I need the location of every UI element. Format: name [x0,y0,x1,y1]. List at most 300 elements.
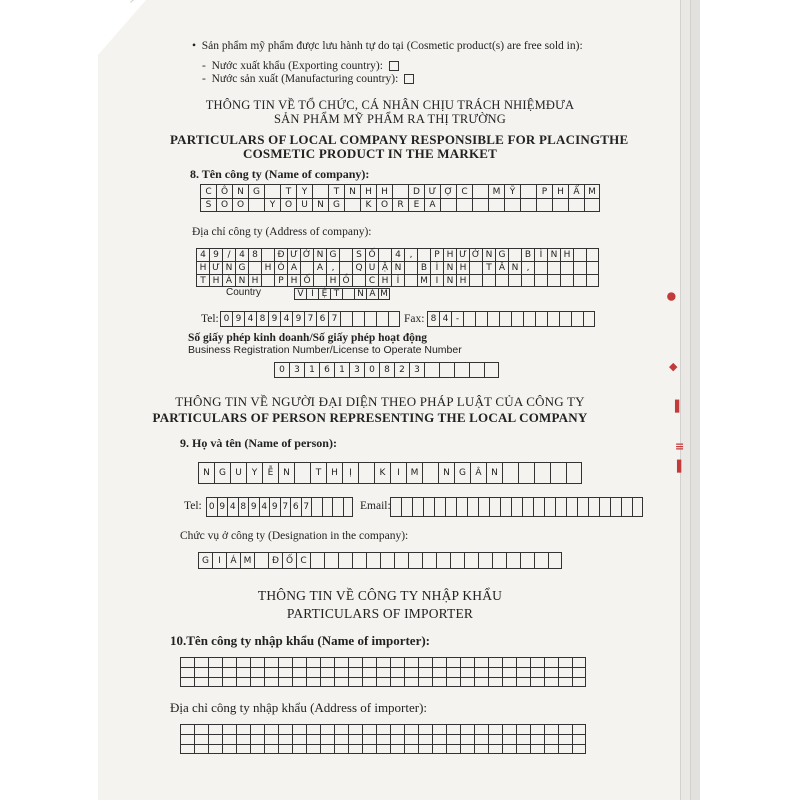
grid-cell[interactable]: B [417,261,430,274]
grid-cell[interactable] [248,261,261,274]
grid-cell[interactable] [548,552,562,569]
grid-cell[interactable] [584,198,600,212]
grid-cell[interactable] [571,311,583,327]
grid-cell[interactable]: H [560,248,573,261]
grid-cell[interactable] [324,552,338,569]
grid-cell[interactable]: N [222,261,235,274]
grid-cell[interactable] [311,497,322,517]
fax-grid[interactable] [427,311,595,327]
grid-cell[interactable] [560,261,573,274]
grid-cell[interactable] [530,744,544,754]
grid-cell[interactable]: 4 [391,248,404,261]
grid-cell[interactable]: À [222,274,235,287]
grid-cell[interactable] [502,657,516,667]
grid-cell[interactable]: 3 [409,362,424,378]
grid-cell[interactable] [254,552,268,569]
grid-cell[interactable] [392,184,408,198]
grid-cell[interactable] [558,667,572,677]
grid-cell[interactable]: Ệ [318,288,330,300]
grid-cell[interactable] [440,198,456,212]
grid-cell[interactable]: N [198,462,214,484]
grid-cell[interactable]: N [312,198,328,212]
grid-cell[interactable]: / [222,248,235,261]
grid-cell[interactable]: C [365,274,378,287]
grid-cell[interactable]: C [200,184,216,198]
grid-cell[interactable]: H [261,261,274,274]
grid-cell[interactable] [558,744,572,754]
grid-cell[interactable]: Ố [365,248,378,261]
grid-cell[interactable] [362,677,376,687]
grid-cell[interactable] [536,198,552,212]
grid-cell[interactable] [456,497,467,517]
grid-cell[interactable] [418,744,432,754]
grid-cell[interactable] [516,667,530,677]
grid-cell[interactable] [194,734,208,744]
grid-cell[interactable]: Ư [287,248,300,261]
grid-cell[interactable] [338,552,352,569]
grid-cell[interactable]: 8 [379,362,394,378]
grid-cell[interactable] [516,677,530,687]
grid-cell[interactable]: I [306,288,318,300]
grid-cell[interactable]: 0 [364,362,379,378]
grid-cell[interactable] [250,734,264,744]
grid-cell[interactable] [343,497,354,517]
grid-cell[interactable]: P [536,184,552,198]
grid-cell[interactable] [434,497,445,517]
grid-cell[interactable] [544,734,558,744]
grid-cell[interactable] [264,724,278,734]
grid-cell[interactable] [436,552,450,569]
grid-cell[interactable]: H [376,184,392,198]
grid-cell[interactable] [463,311,475,327]
grid-cell[interactable] [460,677,474,687]
grid-cell[interactable] [306,734,320,744]
grid-cell[interactable] [530,667,544,677]
grid-cell[interactable]: Ẩ [568,184,584,198]
grid-cell[interactable]: H [378,274,391,287]
grid-cell[interactable]: 6 [316,311,328,327]
grid-cell[interactable] [558,724,572,734]
grid-cell[interactable] [508,274,521,287]
grid-cell[interactable]: 1 [304,362,319,378]
grid-cell[interactable] [417,248,430,261]
grid-cell[interactable]: Ì [534,248,547,261]
grid-cell[interactable] [432,677,446,687]
grid-cell[interactable] [424,362,439,378]
company-name-grid[interactable] [200,184,600,212]
grid-cell[interactable] [516,744,530,754]
grid-cell[interactable]: O [280,198,296,212]
grid-cell[interactable]: I [390,462,406,484]
grid-cell[interactable] [488,677,502,687]
grid-cell[interactable] [432,734,446,744]
grid-cell[interactable] [446,657,460,667]
grid-cell[interactable] [376,724,390,734]
grid-cell[interactable]: 9 [248,497,259,517]
grid-cell[interactable] [194,744,208,754]
grid-cell[interactable]: N [235,274,248,287]
grid-cell[interactable] [404,274,417,287]
grid-cell[interactable] [278,657,292,667]
grid-cell[interactable]: Ố [300,274,313,287]
grid-cell[interactable] [312,184,328,198]
grid-cell[interactable]: Í [391,274,404,287]
grid-cell[interactable] [194,657,208,667]
grid-cell[interactable] [520,198,536,212]
grid-cell[interactable] [534,552,548,569]
grid-cell[interactable] [446,667,460,677]
grid-cell[interactable] [278,724,292,734]
grid-cell[interactable]: 7 [304,311,316,327]
grid-cell[interactable]: 4 [235,248,248,261]
grid-cell[interactable] [502,462,518,484]
grid-cell[interactable] [422,552,436,569]
grid-cell[interactable]: 0 [274,362,289,378]
grid-cell[interactable] [500,497,511,517]
grid-cell[interactable]: Ư [424,184,440,198]
grid-cell[interactable]: M [406,462,422,484]
grid-cell[interactable] [250,744,264,754]
grid-cell[interactable]: N [486,462,502,484]
grid-cell[interactable] [362,734,376,744]
grid-cell[interactable] [586,261,599,274]
grid-cell[interactable]: Ư [209,261,222,274]
grid-cell[interactable] [588,497,599,517]
grid-cell[interactable] [362,657,376,667]
grid-cell[interactable] [487,311,499,327]
grid-cell[interactable] [572,677,586,687]
grid-cell[interactable] [568,198,584,212]
grid-cell[interactable] [432,657,446,667]
grid-cell[interactable]: 4 [439,311,451,327]
grid-cell[interactable] [547,261,560,274]
grid-cell[interactable]: M [488,184,504,198]
grid-cell[interactable]: 4 [259,497,270,517]
grid-cell[interactable] [572,744,586,754]
grid-cell[interactable] [432,724,446,734]
grid-cell[interactable]: 9 [232,311,244,327]
grid-cell[interactable] [362,744,376,754]
grid-cell[interactable] [222,677,236,687]
grid-cell[interactable] [404,677,418,687]
grid-cell[interactable] [456,198,472,212]
grid-cell[interactable] [450,552,464,569]
grid-cell[interactable] [632,497,643,517]
grid-cell[interactable]: 8 [238,497,249,517]
grid-cell[interactable] [306,724,320,734]
grid-cell[interactable] [482,274,495,287]
grid-cell[interactable] [544,677,558,687]
grid-cell[interactable] [222,724,236,734]
grid-cell[interactable] [544,667,558,677]
grid-cell[interactable]: C [456,184,472,198]
grid-cell[interactable] [418,724,432,734]
grid-cell[interactable] [558,677,572,687]
grid-cell[interactable]: Ợ [440,184,456,198]
grid-cell[interactable]: T [196,274,209,287]
grid-cell[interactable] [376,311,388,327]
grid-cell[interactable] [376,677,390,687]
grid-cell[interactable] [236,744,250,754]
grid-cell[interactable] [248,198,264,212]
grid-cell[interactable]: B [521,248,534,261]
grid-cell[interactable] [362,724,376,734]
grid-cell[interactable] [408,552,422,569]
grid-cell[interactable] [404,744,418,754]
grid-cell[interactable] [404,657,418,667]
grid-cell[interactable] [390,734,404,744]
grid-cell[interactable] [492,552,506,569]
grid-cell[interactable]: 7 [301,497,312,517]
grid-cell[interactable] [572,657,586,667]
grid-cell[interactable]: 0 [206,497,217,517]
grid-cell[interactable]: 9 [269,497,280,517]
grid-cell[interactable]: A [424,198,440,212]
grid-cell[interactable]: - [451,311,463,327]
grid-cell[interactable]: H [360,184,376,198]
grid-cell[interactable]: Â [470,462,486,484]
grid-cell[interactable]: Đ [268,552,282,569]
grid-cell[interactable] [460,667,474,677]
grid-cell[interactable]: Ư [456,248,469,261]
grid-cell[interactable] [278,744,292,754]
grid-cell[interactable] [506,552,520,569]
grid-cell[interactable]: G [454,462,470,484]
grid-cell[interactable] [502,734,516,744]
grid-cell[interactable] [572,724,586,734]
grid-cell[interactable] [320,734,334,744]
grid-cell[interactable] [534,274,547,287]
grid-cell[interactable] [390,677,404,687]
grid-cell[interactable] [236,734,250,744]
grid-cell[interactable] [488,198,504,212]
grid-cell[interactable] [294,462,310,484]
grid-cell[interactable] [460,734,474,744]
grid-cell[interactable] [488,667,502,677]
grid-cell[interactable] [418,734,432,744]
grid-cell[interactable] [344,198,360,212]
grid-cell[interactable] [376,667,390,677]
grid-cell[interactable] [488,744,502,754]
grid-cell[interactable]: Ậ [378,261,391,274]
grid-cell[interactable] [460,657,474,667]
grid-cell[interactable] [292,734,306,744]
grid-cell[interactable]: 4 [196,248,209,261]
grid-cell[interactable]: N [278,462,294,484]
grid-cell[interactable] [352,274,365,287]
grid-cell[interactable] [208,667,222,677]
grid-cell[interactable]: 1 [334,362,349,378]
grid-cell[interactable]: S [352,248,365,261]
grid-cell[interactable] [535,311,547,327]
grid-cell[interactable] [560,274,573,287]
grid-cell[interactable]: Á [226,552,240,569]
grid-cell[interactable]: N [443,261,456,274]
grid-cell[interactable] [348,734,362,744]
grid-cell[interactable]: 4 [244,311,256,327]
grid-cell[interactable] [313,274,326,287]
grid-cell[interactable] [520,184,536,198]
grid-cell[interactable] [530,677,544,687]
grid-cell[interactable]: U [365,261,378,274]
grid-cell[interactable] [610,497,621,517]
grid-cell[interactable] [550,462,566,484]
grid-cell[interactable]: A [313,261,326,274]
grid-cell[interactable]: M [417,274,430,287]
grid-cell[interactable] [577,497,588,517]
grid-cell[interactable] [334,744,348,754]
company-address-grid[interactable] [196,248,599,287]
grid-cell[interactable] [544,744,558,754]
grid-cell[interactable] [544,657,558,667]
grid-cell[interactable] [292,724,306,734]
grid-cell[interactable] [502,724,516,734]
grid-cell[interactable]: Â [495,261,508,274]
grid-cell[interactable] [376,744,390,754]
grid-cell[interactable] [446,724,460,734]
grid-cell[interactable] [460,724,474,734]
grid-cell[interactable] [474,744,488,754]
grid-cell[interactable]: Y [264,198,280,212]
grid-cell[interactable]: G [495,248,508,261]
grid-cell[interactable] [358,462,374,484]
grid-cell[interactable] [534,261,547,274]
grid-cell[interactable] [423,497,434,517]
designation-grid[interactable] [198,552,562,569]
grid-cell[interactable] [572,734,586,744]
grid-cell[interactable] [292,677,306,687]
grid-cell[interactable] [558,734,572,744]
grid-cell[interactable] [439,362,454,378]
grid-cell[interactable]: H [456,261,469,274]
grid-cell[interactable] [208,724,222,734]
grid-cell[interactable] [292,667,306,677]
grid-cell[interactable]: G [235,261,248,274]
grid-cell[interactable]: H [456,274,469,287]
grid-cell[interactable] [454,362,469,378]
grid-cell[interactable] [572,667,586,677]
grid-cell[interactable]: N [313,248,326,261]
grid-cell[interactable] [559,311,571,327]
grid-cell[interactable] [566,462,582,484]
grid-cell[interactable]: Y [246,462,262,484]
grid-cell[interactable] [621,497,632,517]
grid-cell[interactable]: Ố [282,552,296,569]
grid-cell[interactable]: G [328,198,344,212]
grid-cell[interactable] [502,744,516,754]
grid-cell[interactable] [388,311,400,327]
grid-cell[interactable] [404,724,418,734]
grid-cell[interactable]: H [209,274,222,287]
grid-cell[interactable]: U [230,462,246,484]
grid-cell[interactable]: 8 [427,311,439,327]
grid-cell[interactable] [475,311,487,327]
grid-cell[interactable] [348,677,362,687]
grid-cell[interactable] [516,657,530,667]
grid-cell[interactable] [478,497,489,517]
grid-cell[interactable] [378,248,391,261]
grid-cell[interactable] [376,657,390,667]
grid-cell[interactable] [278,677,292,687]
grid-cell[interactable]: Q [352,261,365,274]
grid-cell[interactable] [264,734,278,744]
license-grid[interactable] [274,362,499,378]
grid-cell[interactable] [264,184,280,198]
grid-cell[interactable]: Ễ [262,462,278,484]
grid-cell[interactable] [261,274,274,287]
grid-cell[interactable] [573,248,586,261]
grid-cell[interactable]: K [374,462,390,484]
grid-cell[interactable] [521,274,534,287]
grid-cell[interactable]: Ò [274,261,287,274]
grid-cell[interactable] [472,198,488,212]
grid-cell[interactable] [390,744,404,754]
grid-cell[interactable] [334,724,348,734]
grid-cell[interactable]: M [240,552,254,569]
grid-cell[interactable]: I [212,552,226,569]
grid-cell[interactable] [478,552,492,569]
grid-cell[interactable]: O [232,198,248,212]
grid-cell[interactable]: Ỹ [504,184,520,198]
grid-cell[interactable] [278,667,292,677]
grid-cell[interactable] [555,497,566,517]
grid-cell[interactable] [194,677,208,687]
grid-cell[interactable] [404,734,418,744]
grid-cell[interactable] [474,677,488,687]
grid-cell[interactable] [250,724,264,734]
grid-cell[interactable] [474,734,488,744]
grid-cell[interactable]: 4 [227,497,238,517]
grid-cell[interactable] [320,744,334,754]
grid-cell[interactable]: G [326,248,339,261]
grid-cell[interactable]: T [310,462,326,484]
grid-cell[interactable] [334,734,348,744]
grid-cell[interactable] [516,724,530,734]
grid-cell[interactable]: G [198,552,212,569]
grid-cell[interactable] [292,744,306,754]
grid-cell[interactable]: N [344,184,360,198]
grid-cell[interactable] [418,657,432,667]
exporting-checkbox[interactable] [389,61,399,71]
grid-cell[interactable] [352,311,364,327]
grid-cell[interactable] [544,497,555,517]
country-grid[interactable] [294,288,390,300]
grid-cell[interactable] [401,497,412,517]
grid-cell[interactable] [404,667,418,677]
grid-cell[interactable]: G [214,462,230,484]
grid-cell[interactable]: H [443,248,456,261]
grid-cell[interactable]: Ô [216,184,232,198]
grid-cell[interactable] [236,657,250,667]
grid-cell[interactable]: Ờ [469,248,482,261]
grid-cell[interactable]: G [248,184,264,198]
grid-cell[interactable] [544,724,558,734]
grid-cell[interactable] [236,677,250,687]
grid-cell[interactable] [208,677,222,687]
grid-cell[interactable] [366,552,380,569]
grid-cell[interactable] [432,667,446,677]
grid-cell[interactable]: , [404,248,417,261]
grid-cell[interactable] [474,667,488,677]
grid-cell[interactable] [364,311,376,327]
grid-cell[interactable] [380,552,394,569]
grid-cell[interactable] [306,677,320,687]
grid-cell[interactable]: 6 [319,362,334,378]
grid-cell[interactable] [446,677,460,687]
grid-cell[interactable]: M [584,184,600,198]
grid-cell[interactable] [222,734,236,744]
grid-cell[interactable]: D [408,184,424,198]
